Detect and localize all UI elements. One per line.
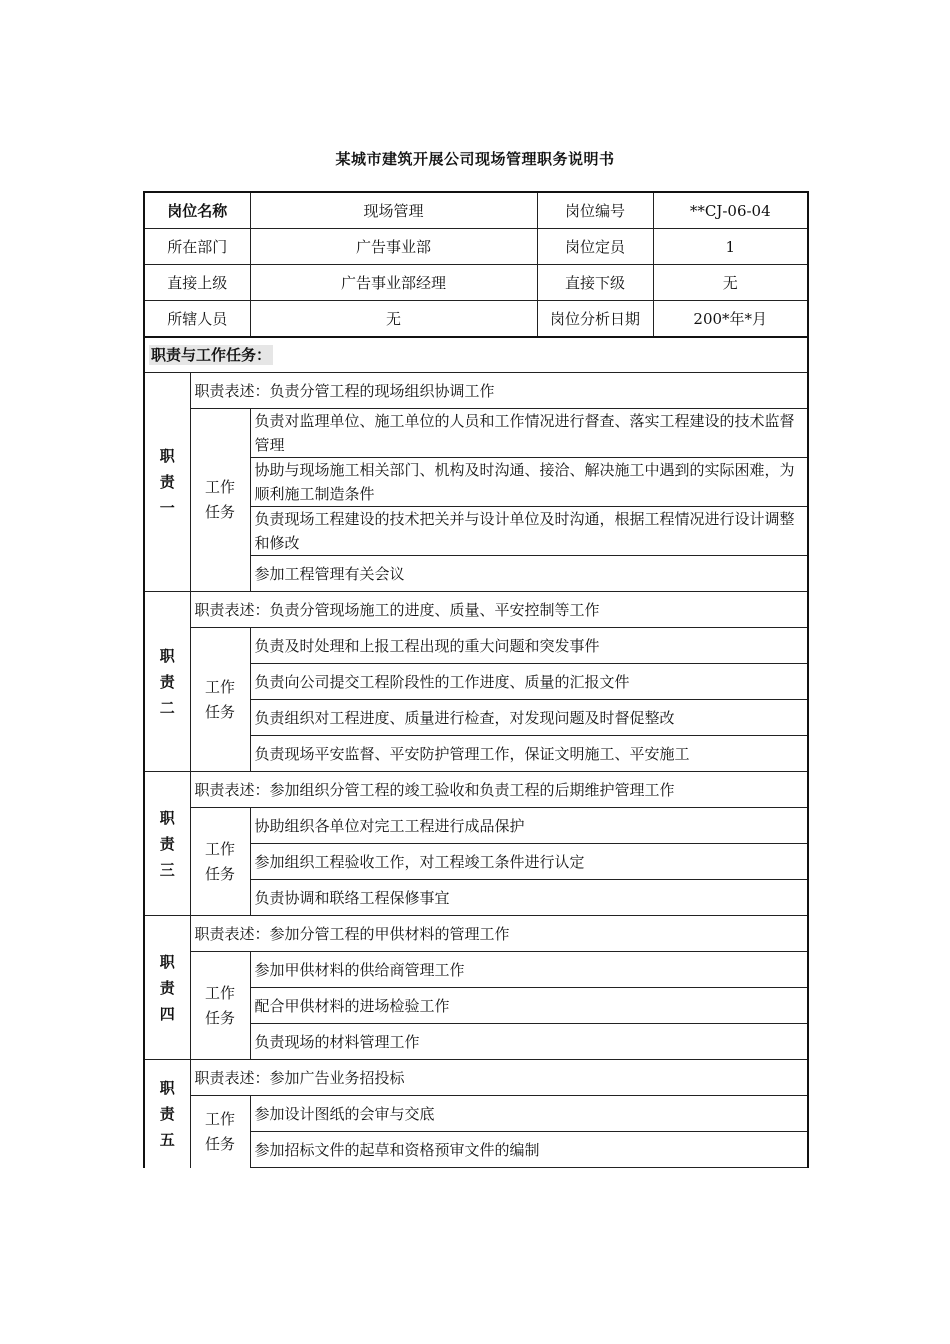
duty-3-description: 职责表述：参加组织分管工程的竣工验收和负责工程的后期维护管理工作 bbox=[190, 772, 808, 808]
task-row bbox=[144, 628, 808, 664]
task-label: 工作 任务 bbox=[190, 628, 250, 772]
duty-5-label: 职 责 五 bbox=[144, 1060, 190, 1168]
position-name-label: 岗位名称 bbox=[144, 192, 250, 229]
staff-label: 所辖人员 bbox=[144, 301, 250, 338]
task-item: 负责向公司提交工程阶段性的工作进度、质量的汇报文件 bbox=[250, 664, 808, 700]
duty-4-description: 职责表述：参加分管工程的甲供材料的管理工作 bbox=[190, 916, 808, 952]
duty-2-label: 职 责 二 bbox=[144, 592, 190, 772]
task-item: 配合甲供材料的进场检验工作 bbox=[250, 988, 808, 1024]
task-item: 参加组织工程验收工作，对工程竣工条件进行认定 bbox=[250, 844, 808, 880]
task-item: 负责组织对工程进度、质量进行检查，对发现问题及时督促整改 bbox=[250, 700, 808, 736]
info-table bbox=[143, 191, 809, 338]
duty-5-description: 职责表述：参加广告业务招投标 bbox=[190, 1060, 808, 1096]
duty-1-description: 职责表述：负责分管工程的现场组织协调工作 bbox=[190, 373, 808, 409]
position-code-label: 岗位编号 bbox=[537, 192, 653, 229]
task-label: 工作 任务 bbox=[190, 808, 250, 916]
job-description-table bbox=[143, 191, 807, 1168]
task-item: 协助与现场施工相关部门、机构及时沟通、接洽、解决施工中遇到的实际困难，为顺利施工制造条件 bbox=[250, 458, 808, 507]
task-row bbox=[144, 808, 808, 844]
analysis-date-label: 岗位分析日期 bbox=[537, 301, 653, 338]
subordinate-label: 直接下级 bbox=[537, 265, 653, 301]
task-item: 负责对监理单位、施工单位的人员和工作情况进行督查、落实工程建设的技术监督管理 bbox=[250, 409, 808, 458]
task-item: 参加设计图纸的会审与交底 bbox=[250, 1096, 808, 1132]
task-label: 工作 任务 bbox=[190, 409, 250, 592]
task-item: 负责现场平安监督、平安防护管理工作，保证文明施工、平安施工 bbox=[250, 736, 808, 772]
duty-4-label: 职 责 四 bbox=[144, 916, 190, 1060]
task-item: 负责现场工程建设的技术把关并与设计单位及时沟通，根据工程情况进行设计调整和修改 bbox=[250, 507, 808, 556]
duty-3-label: 职 责 三 bbox=[144, 772, 190, 916]
superior-value: 广告事业部经理 bbox=[250, 265, 537, 301]
position-code-value: **CJ-06-04 bbox=[653, 192, 808, 229]
subordinate-value: 无 bbox=[653, 265, 808, 301]
info-row bbox=[144, 265, 808, 301]
info-row bbox=[144, 229, 808, 265]
duty-desc-row bbox=[144, 592, 808, 628]
position-name-value: 现场管理 bbox=[250, 192, 537, 229]
task-item: 负责及时处理和上报工程出现的重大问题和突发事件 bbox=[250, 628, 808, 664]
headcount-value: 1 bbox=[653, 229, 808, 265]
staff-value: 无 bbox=[250, 301, 537, 338]
duty-desc-row bbox=[144, 916, 808, 952]
task-row bbox=[144, 409, 808, 458]
task-row bbox=[144, 952, 808, 988]
task-item: 参加招标文件的起草和资格预审文件的编制 bbox=[250, 1132, 808, 1168]
task-item: 参加甲供材料的供给商管理工作 bbox=[250, 952, 808, 988]
task-item: 负责现场的材料管理工作 bbox=[250, 1024, 808, 1060]
task-row bbox=[144, 1096, 808, 1132]
duty-1-label: 职 责 一 bbox=[144, 373, 190, 592]
task-label: 工作 任务 bbox=[190, 1096, 250, 1168]
info-row bbox=[144, 192, 808, 229]
duty-desc-row bbox=[144, 772, 808, 808]
section-title: 职责与工作任务： bbox=[151, 346, 272, 364]
analysis-date-value: 200*年*月 bbox=[653, 301, 808, 338]
document-title: 某城市建筑开展公司现场管理职务说明书 bbox=[335, 150, 615, 168]
department-label: 所在部门 bbox=[144, 229, 250, 265]
task-item: 参加工程管理有关会议 bbox=[250, 556, 808, 592]
duty-desc-row bbox=[144, 373, 808, 409]
duties-table bbox=[143, 338, 809, 1168]
duty-desc-row bbox=[144, 1060, 808, 1096]
task-label: 工作 任务 bbox=[190, 952, 250, 1060]
superior-label: 直接上级 bbox=[144, 265, 250, 301]
info-row bbox=[144, 301, 808, 338]
section-heading-row bbox=[144, 338, 808, 373]
task-item: 负责协调和联络工程保修事宜 bbox=[250, 880, 808, 916]
task-item: 协助组织各单位对完工工程进行成品保护 bbox=[250, 808, 808, 844]
duty-2-description: 职责表述：负责分管现场施工的进度、质量、平安控制等工作 bbox=[190, 592, 808, 628]
department-value: 广告事业部 bbox=[250, 229, 537, 265]
headcount-label: 岗位定员 bbox=[537, 229, 653, 265]
